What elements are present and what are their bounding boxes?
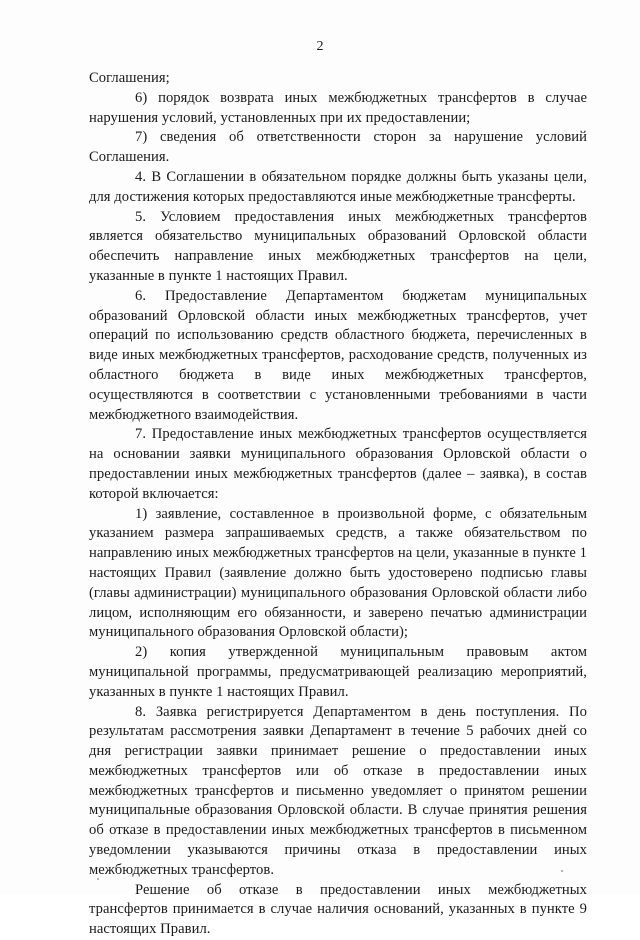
paragraph-clause-4: 4. В Соглашении в обязательном порядке должны быть указаны цели, для достижения которых предоставляются иные межбюджетные трансферты.	[89, 168, 587, 205]
scan-speck	[561, 870, 563, 872]
paragraph-refusal-decision: Решение об отказе в предоставлении иных межбюджетных трансфертов принимается в случае наличия оснований, указанных в пункте 9 настоящих Правил.	[89, 881, 587, 938]
paragraph-item-7: 7) сведения об ответственности сторон за нарушение условий Соглашения.	[89, 129, 587, 166]
paragraph-subitem-1: 1) заявление, составленное в произвольной форме, с обязательным указанием размера запрашиваемых средств, а также обязательством по направлению иных межбюджетных трансфертов на цели, указанные в пункте 1 настоящих Правил (заявление должно быть удостоверено подписью главы (главы администрации) муниципального образования Орловской области либо лицом, исполняющим его обязанности, и заверено печатью администрации муниципального образования Орловской области);	[89, 505, 587, 641]
paragraph-clause-7: 7. Предоставление иных межбюджетных трансфертов осуществляется на основании заявки муниципального образования Орловской области о предоставлении иных межбюджетных трансфертов (далее – заявка), в состав которой включается:	[89, 426, 587, 502]
paragraph-clause-5: 5. Условием предоставления иных межбюджетных трансфертов является обязательство муниципальных образований Орловской области обеспечить направление иных межбюджетных трансфертов на цели, указанные в пункте 1 настоящих Правил.	[89, 208, 587, 284]
scan-speck	[97, 878, 99, 880]
paragraph-continuation: Соглашения;	[89, 70, 170, 86]
paragraph-clause-8: 8. Заявка регистрируется Департаментом в день поступления. По результатам рассмотрения заявки Департамент в течение 5 рабочих дней со дня регистрации заявки принимает решение о предоставлении иных межбюджетных трансфертов или об отказе в предоставлении иных межбюджетных трансфертов и письменно уведомляет о принятом решении муниципальные образования Орловской области. В случае принятия решения об отказе в предоставлении иных межбюджетных трансфертов в письменном уведомлении указываются причины отказа в предоставлении иных межбюджетных трансфертов.	[89, 703, 587, 878]
page-number: 2	[316, 39, 324, 54]
paragraph-item-6: 6) порядок возврата иных межбюджетных трансфертов в случае нарушения условий, установленных при их предоставлении;	[89, 89, 587, 126]
paragraph-clause-6: 6. Предоставление Департаментом бюджетам муниципальных образований Орловской области иных межбюджетных трансфертов, учет операций по использованию средств областного бюджета, перечисленных в виде иных межбюджетных трансфертов, расходование средств, полученных из областного бюджета в виде иных межбюджетных трансфертов, осуществляются в соответствии с установленными требованиями в части межбюджетного взаимодействия.	[89, 287, 587, 423]
document-body	[89, 69, 587, 940]
paragraph-subitem-2: 2) копия утвержденной муниципальным правовым актом муниципальной программы, предусматривающей реализацию мероприятий, указанных в пункте 1 настоящих Правил.	[89, 644, 587, 700]
